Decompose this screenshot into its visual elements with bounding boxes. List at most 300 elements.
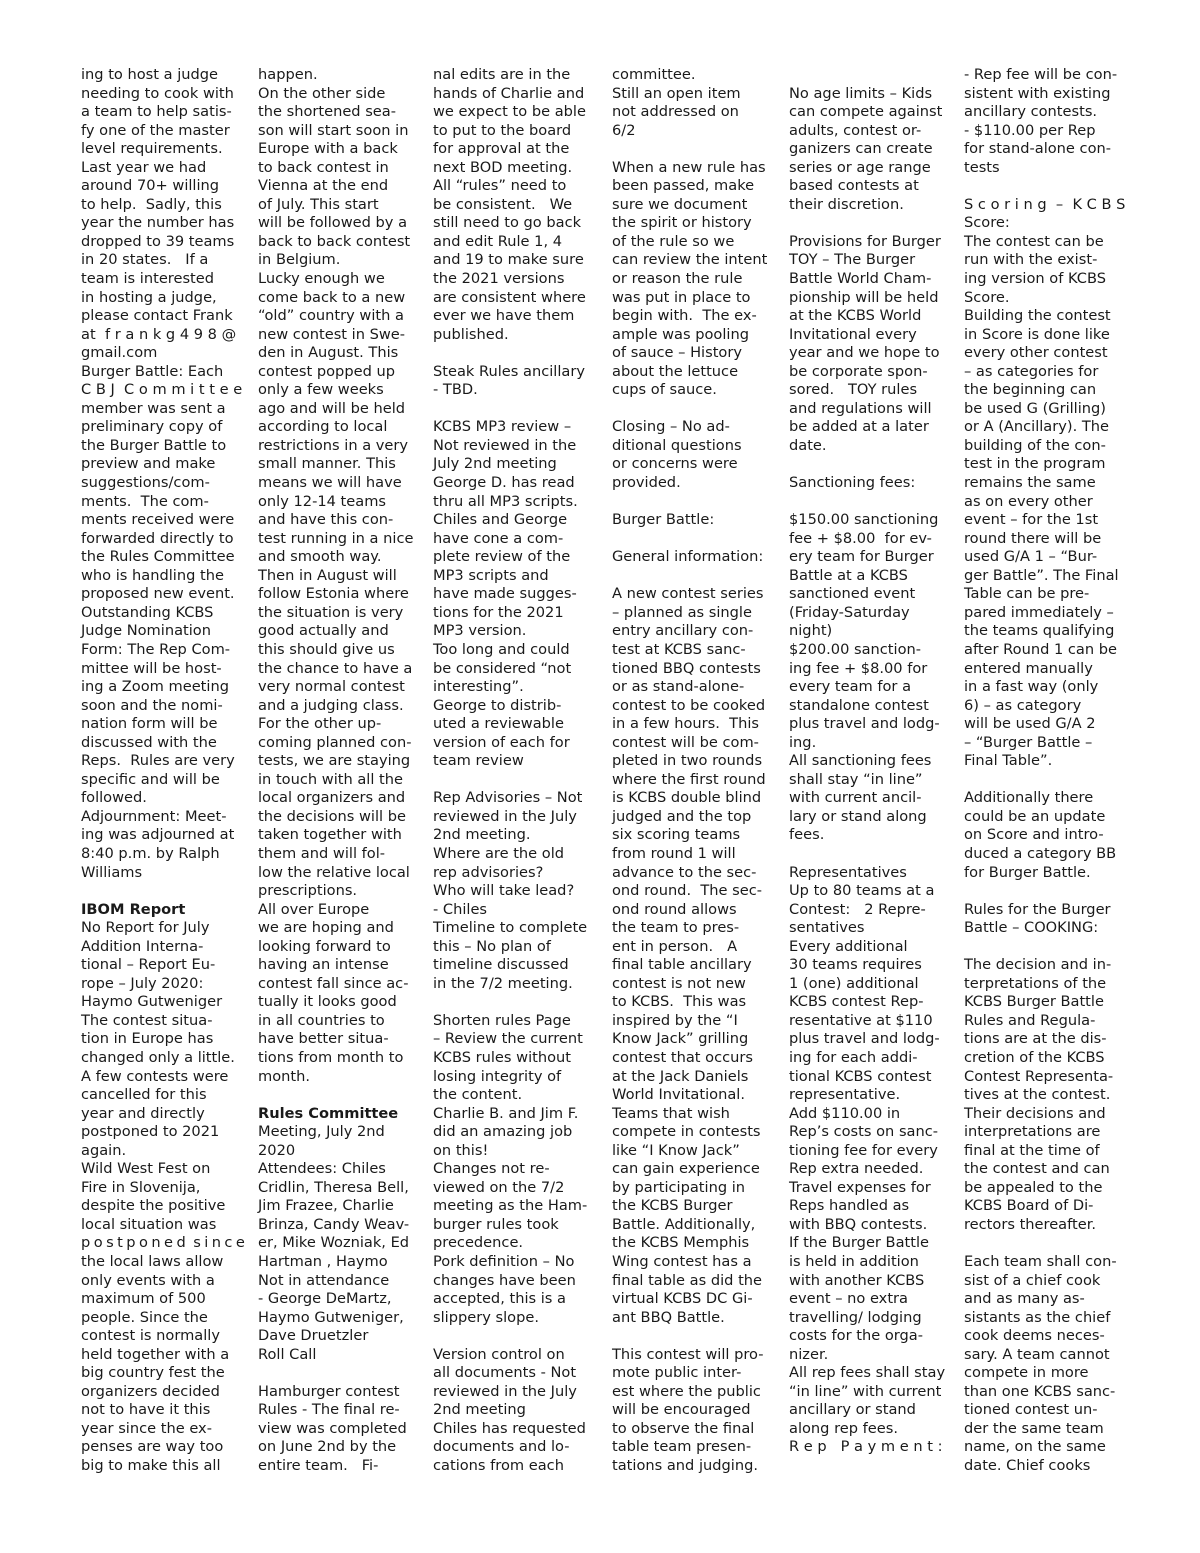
text-line [433,400,593,419]
text-line [612,567,772,586]
text-line: to KCBS. This was [612,993,747,1011]
text-line: pionship will be held [789,288,939,306]
text-line: for stand-alone con- [964,140,1112,158]
text-line: sored. TOY rules [789,381,918,399]
text-line: Still an open item [612,84,741,102]
text-line [612,493,772,512]
text-line: have better situa- [258,1030,389,1048]
text-line: Each team shall con- [964,1253,1117,1270]
text-line: uted a reviewable [433,715,564,733]
text-line: level requirements. [81,140,223,158]
text-line: Battle World Cham- [789,270,932,288]
text-line [964,882,1124,901]
text-line: KCBS rules without [433,1048,572,1066]
text-line: at the Jack Daniels [612,1067,749,1085]
text-line: the team to pres- [612,919,740,937]
text-line: date. [789,436,827,454]
text-line: No age limits – Kids [789,84,933,102]
text-line: version of each for [433,733,570,751]
text-line: entered manually [964,659,1093,677]
text-line: is KCBS double blind [612,789,762,807]
text-line: cook deems neces- [964,1327,1105,1345]
text-line: can gain experience [612,1160,760,1178]
column-5 [789,66,949,1457]
text-line: only a few weeks [258,381,384,399]
column-6 [964,66,1124,1476]
text-line: sary. A team cannot [964,1345,1110,1363]
text-line: view was completed [258,1419,407,1437]
text-line: in all countries to [258,1011,385,1029]
text-line: reviewed in the July [433,1382,577,1400]
text-line: Rep’s costs on sanc- [789,1123,939,1141]
text-line: est where the public [612,1382,761,1400]
text-line: On the other side [258,84,386,102]
text-line: contest popped up [258,362,395,380]
text-line: cations from each [433,1457,564,1475]
text-line: we expect to be able [433,103,586,121]
text-line: after Round 1 can be [964,640,1117,658]
text-line: test at KCBS sanc- [612,640,746,658]
text-line: costs for the orga- [789,1327,923,1345]
text-line: remains the same [964,474,1096,492]
text-line [612,140,772,159]
text-line: Dave Druetzler [258,1327,369,1345]
text-line: Cridlin, Theresa Bell, [258,1178,409,1196]
text-line: ing to host a judge [81,66,219,83]
text-line: tions from month to [258,1048,404,1066]
text-line: was put in place to [612,288,751,306]
text-line: Lucky enough we [258,270,385,288]
text-line: event – no extra [789,1290,908,1308]
text-line: Rules for the Burger [964,900,1111,918]
text-line: who is handling the [81,566,224,584]
text-line: ery team for Burger [789,548,934,566]
text-line: team is interested [81,270,215,288]
text-line: sanctioned event [789,585,916,603]
text-line: people. Since the [81,1308,208,1326]
text-line: contest is normally [81,1327,220,1345]
text-line: KCBS Board of Di- [964,1197,1094,1215]
text-line [789,214,949,233]
text-line: all documents - Not [433,1364,577,1382]
text-line: be considered “not [433,659,572,677]
text-line: ant BBQ Battle. [612,1308,725,1326]
text-line: test in the program [964,455,1106,473]
text-line: nation form will be [81,715,218,733]
text-line: the contest and can [964,1160,1110,1178]
text-line: year since the ex- [81,1419,212,1437]
text-line: adults, contest or- [789,121,922,139]
text-line: final table as did the [612,1271,763,1289]
text-line: and smooth way. [258,548,382,566]
text-line: tests [964,158,1000,176]
text-line: or as stand-alone- [612,678,745,696]
text-line: All “rules” need to [433,177,567,195]
text-line: tioning fee for every [789,1141,938,1159]
text-line: 2nd meeting [433,1401,526,1419]
text-line: er, Mike Wozniak, Ed [258,1234,410,1252]
text-line: at f r a n k g 4 9 8 @ [81,325,237,343]
text-line: Rep extra needed. [789,1160,924,1178]
text-line: ganizers can create [789,140,933,158]
text-line: pleted in two rounds [612,752,763,770]
text-line: ing was adjourned at [81,826,235,844]
text-line: please contact Frank [81,307,233,325]
text-line: compete in contests [612,1123,761,1141]
text-line: Contest Representa- [964,1067,1114,1085]
text-line: or concerns were [612,455,738,473]
text-line: Who will take lead? [433,882,575,900]
text-line: with another KCBS [789,1271,925,1289]
text-line: or reason the rule [612,270,743,288]
text-line: slippery slope. [433,1308,539,1326]
text-line [258,1086,418,1105]
text-line: ditional questions [612,436,742,454]
text-line: - Chiles [433,900,488,918]
text-line: did an amazing job [433,1123,573,1141]
text-line: based contests at [789,177,919,195]
text-line: Brinza, Candy Weav- [258,1215,410,1233]
text-line: member was sent a [81,399,226,417]
text-line: Battle. Additionally, [612,1215,756,1233]
text-line [433,1327,593,1346]
text-line: Additionally there [964,789,1094,807]
text-line: interpretations are [964,1123,1101,1141]
column-2 [258,66,418,1476]
text-line: Burger Battle: [612,511,715,529]
text-line: not to have it this [81,1401,211,1419]
text-line: published. [433,325,509,343]
text-line: Wing contest has a [612,1253,752,1270]
text-line: standalone contest [789,696,929,714]
text-line: accepted, this is a [433,1290,566,1308]
text-line: Haymo Gutweniger, [258,1308,404,1326]
text-line: with current ancil- [789,789,922,807]
text-line: fee + $8.00 for ev- [789,529,932,547]
text-line: Representatives [789,863,907,881]
text-line: ing fee + $8.00 for [789,659,928,677]
text-line: p o s t p o n e d s i n c e [81,1234,245,1252]
text-line: ing a Zoom meeting [81,678,229,696]
text-line: dropped to 39 teams [81,232,235,250]
text-line: George D. has read [433,474,575,492]
text-line: tioned BBQ contests [612,659,761,677]
text-line: 2nd meeting. [433,826,531,844]
text-line: of sauce – History [612,344,742,362]
text-line: Closing – No ad- [612,418,730,436]
text-line [789,66,949,85]
text-line: lary or stand along [789,807,927,825]
text-line: The contest situa- [81,1011,213,1029]
text-line: event – for the 1st [964,511,1099,529]
text-line: tions are at the dis- [964,1030,1107,1048]
text-line: will be encouraged [612,1401,751,1419]
text-line: Charlie B. and Jim F. [433,1104,579,1122]
text-line: Jim Frazee, Charlie [258,1197,394,1215]
text-line: - $110.00 per Rep [964,121,1096,139]
text-line: not addressed on [612,103,739,121]
text-line: be used G (Grilling) [964,399,1106,417]
text-line: can review the intent [612,251,768,269]
text-line: ing for each addi- [789,1048,918,1066]
text-line: very normal contest [258,678,405,696]
text-line: “old” country with a [258,307,404,325]
text-line: restrictions in a very [258,436,409,454]
text-line: rope – July 2020: [81,974,204,992]
text-line: ments. The com- [81,492,209,510]
text-line [612,1327,772,1346]
text-line [612,400,772,419]
text-line: the Burger Battle to [81,436,227,454]
text-line: penses are way too [81,1438,224,1456]
text-line [612,530,772,549]
text-line: can compete against [789,103,943,121]
text-line: suggestions/com- [81,474,210,492]
text-line: duced a category BB [964,844,1117,862]
text-line: for Burger Battle. [964,863,1091,881]
text-line: in Belgium. [258,251,341,269]
text-line: been passed, make [612,177,755,195]
text-line: the KCBS Burger [612,1197,733,1215]
text-line: tually it looks good [258,993,397,1011]
text-line: Europe with a back [258,140,398,158]
text-line: sist of a chief cook [964,1271,1101,1289]
text-line: MP3 version. [433,622,527,640]
text-line: contest is not new [612,974,746,992]
text-line: where the first round [612,770,766,788]
text-line: rectors thereafter. [964,1215,1097,1233]
text-line: – “Burger Battle – [964,733,1093,751]
text-line: only events with a [81,1271,215,1289]
text-line: year and directly [81,1104,205,1122]
text-line: reviewed in the July [433,807,577,825]
text-line: be appealed to the [964,1178,1103,1196]
text-line: (Friday-Saturday [789,603,910,621]
text-line [433,993,593,1012]
text-line: resentative at $110 [789,1011,933,1029]
text-line: Steak Rules ancillary [433,362,585,380]
text-line: in touch with all the [258,770,403,788]
text-line: the content. [433,1086,523,1104]
text-line: on June 2nd by the [258,1438,397,1456]
text-line: and edit Rule 1, 4 [433,232,563,250]
text-line: – Review the current [433,1030,583,1048]
text-line: only 12-14 teams [258,492,387,510]
text-line: next BOD meeting. [433,158,573,176]
text-line: Timeline to complete [433,919,588,937]
text-line: final at the time of [964,1141,1100,1159]
text-line: be consistent. We [433,195,573,213]
text-line: maximum of 500 [81,1290,206,1308]
text-line: could be an update [964,807,1106,825]
text-line: by participating in [612,1178,746,1196]
text-line: in the 7/2 meeting. [433,974,573,992]
text-line: final table ancillary [612,956,752,974]
text-line: entry ancillary con- [612,622,754,640]
text-line: All rep fees shall stay [789,1364,946,1382]
text-line: R e p P a y m e n t : [789,1438,943,1456]
text-line: der the same team [964,1419,1104,1437]
text-line: big to make this all [81,1457,221,1475]
text-line: have cone a com- [433,529,564,547]
text-line: terpretations of the [964,974,1107,992]
text-line: Rules and Regula- [964,1011,1096,1029]
text-line [964,177,1124,196]
text-line: entire team. Fi- [258,1457,379,1475]
text-line: Battle at a KCBS [789,566,908,584]
text-line: Provisions for Burger [789,232,941,250]
text-line: 1 (one) additional [789,974,919,992]
text-line: this – No plan of [433,937,551,955]
text-line: Not reviewed in the [433,436,577,454]
text-line: year the number has [81,214,235,232]
text-line: are consistent where [433,288,586,306]
text-line: Williams [81,863,143,881]
text-line: tioned contest un- [964,1401,1098,1419]
text-line: and a judging class. [258,696,404,714]
text-line: KCBS contest Rep- [789,993,924,1011]
text-line: “in line” with current [789,1382,942,1400]
text-line: them and will fol- [258,844,386,862]
text-line: Their decisions and [964,1104,1106,1122]
text-line: 8:40 p.m. by Ralph [81,844,220,862]
text-line: forwarded directly to [81,529,234,547]
text-line: rep advisories? [433,863,544,881]
text-line: meeting as the Ham- [433,1197,588,1215]
text-line: contest fall since ac- [258,974,409,992]
text-line: and as many as- [964,1290,1085,1308]
text-line: MP3 scripts and [433,566,549,584]
text-line: Form: The Rep Com- [81,640,231,658]
text-line: Sanctioning fees: [789,474,916,492]
text-line: - Rep fee will be con- [964,66,1118,83]
text-line: World Invitational. [612,1086,745,1104]
text-line: Add $110.00 in [789,1104,901,1122]
text-line: every team for a [789,678,912,696]
text-line: the spirit or history [612,214,752,232]
text-line: If the Burger Battle [789,1234,929,1252]
text-line: gmail.com [81,344,158,362]
text-line: ond round. The sec- [612,882,763,900]
text-line: year and we hope to [789,344,940,362]
text-line: plus travel and lodg- [789,1030,940,1048]
text-line: cretion of the KCBS [964,1048,1105,1066]
text-line: $200.00 sanction- [789,640,922,658]
text-line: A few contests were [81,1067,229,1085]
text-line: in Score is done like [964,325,1110,343]
text-line: happen. [258,66,318,83]
text-line: Judge Nomination [81,622,211,640]
text-line: the situation is very [258,603,404,621]
text-line: six scoring teams [612,826,741,844]
text-line: burger rules took [433,1215,559,1233]
text-line: prescriptions. [258,882,358,900]
text-line: viewed on the 7/2 [433,1178,565,1196]
text-line: a team to help satis- [81,103,232,121]
text-line [433,344,593,363]
text-line: thru all MP3 scripts. [433,492,578,510]
text-line: the decisions will be [258,807,406,825]
text-line: provided. [612,474,681,492]
text-line: tests, we are staying [258,752,411,770]
text-line: documents and lo- [433,1438,570,1456]
text-line: despite the positive [81,1197,226,1215]
text-line: run with the exist- [964,251,1098,269]
text-line: and regulations will [789,399,932,417]
text-line [789,455,949,474]
text-line: coming planned con- [258,733,412,751]
text-line: advance to the sec- [612,863,757,881]
text-line: travelling/ lodging [789,1308,922,1326]
text-line [789,493,949,512]
text-line: nal edits are in the [433,66,571,83]
text-line: - TBD. [433,381,478,399]
text-line: interesting”. [433,678,524,696]
section-heading: IBOM Report [81,900,186,918]
text-line: mittee will be host- [81,659,222,677]
text-line: and have this con- [258,511,394,529]
text-line: night) [789,622,833,640]
text-line: Know Jack” grilling [612,1030,749,1048]
text-line: For the other up- [258,715,382,733]
text-line: the KCBS Memphis [612,1234,750,1252]
text-line: judged and the top [612,807,752,825]
text-line: taken together with [258,826,402,844]
text-line [433,771,593,790]
text-line: new contest in Swe- [258,325,406,343]
text-line: to help. Sadly, this [81,195,222,213]
text-line: George to distrib- [433,696,562,714]
text-line: in a fast way (only [964,678,1099,696]
text-line: contest will be com- [612,733,759,751]
text-line: proposed new event. [81,585,235,603]
text-line: preliminary copy of [81,418,223,436]
text-line: sistants as the chief [964,1308,1111,1326]
text-line: to put to the board [433,121,572,139]
text-line: and 19 to make sure [433,251,584,269]
text-line: come back to a new [258,288,406,306]
text-line: A new contest series [612,585,764,603]
text-line: Hartman , Haymo [258,1253,388,1270]
column-4 [612,66,772,1476]
text-line: be added at a later [789,418,929,436]
text-line: TOY – The Burger [789,251,916,269]
text-line: ever we have them [433,307,575,325]
text-line: fy one of the master [81,121,230,139]
text-line: ent in person. A [612,937,738,955]
text-line: Score: [964,214,1010,232]
text-line: timeline discussed [433,956,569,974]
text-line: cups of sauce. [612,381,717,399]
text-line: ing version of KCBS [964,270,1106,288]
text-line: son will start soon in [258,121,409,139]
text-line: ing. [789,733,817,751]
text-line: Not in attendance [258,1271,390,1289]
text-line: ond round allows [612,900,737,918]
text-line: still need to go back [433,214,582,232]
text-line: ago and will be held [258,399,406,417]
text-line: the shortened sea- [258,103,396,121]
text-line: When a new rule has [612,158,766,176]
text-line: Every additional [789,937,908,955]
text-line: Shorten rules Page [433,1011,571,1029]
text-line: good actually and [258,622,389,640]
text-line: according to local [258,418,388,436]
text-line: organizers decided [81,1382,220,1400]
text-line: date. Chief cooks [964,1457,1091,1475]
text-line: back to back contest [258,232,411,250]
text-line: name, on the same [964,1438,1106,1456]
